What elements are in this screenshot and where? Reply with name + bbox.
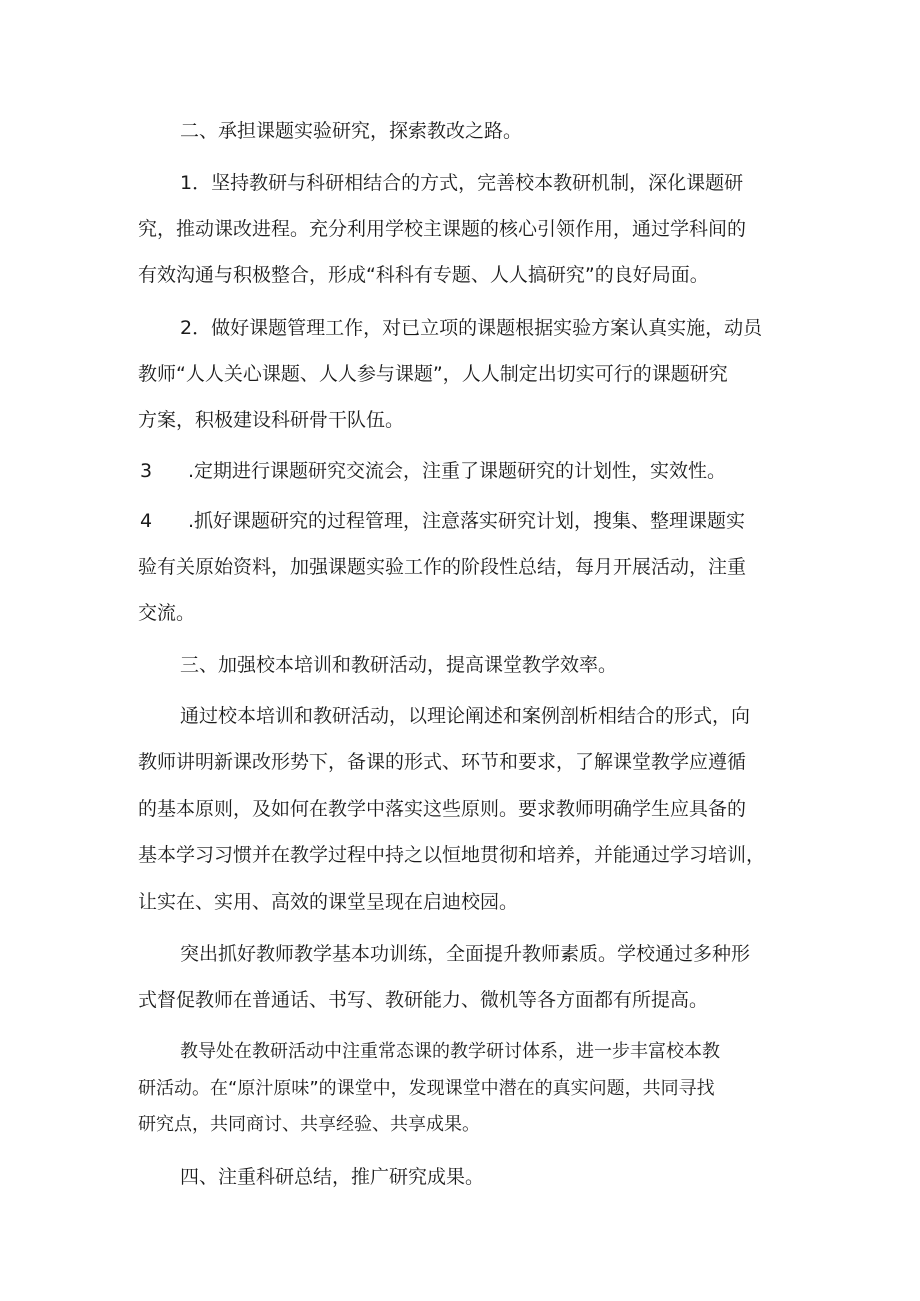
text-line: 式督促教师在普通话、书写、教研能力、微机等各方面都有所提高。 xyxy=(138,989,709,1011)
list-number: 4 xyxy=(140,510,153,532)
text-line: 突出抓好教师教学基本功训练，全面提升教师素质。学校通过多种形 xyxy=(180,943,751,965)
text-line: 4 .抓好课题研究的过程管理，注意落实研究计划，搜集、整理课题实 xyxy=(0,506,920,536)
text-line: 让实在、实用、高效的课堂呈现在启迪校园。 xyxy=(138,891,519,913)
text-line: 教师讲明新课改形势下，备课的形式、环节和要求，了解课堂教学应遵循 xyxy=(138,751,747,773)
text-line: 教师“人人关心课题、人人参与课题”，人人制定出切实可行的课题研究 xyxy=(138,363,728,385)
text-line: 验有关原始资料，加强课题实验工作的阶段性总结，每月开展活动，注重 xyxy=(138,556,747,578)
text-line: 究，推动课改进程。充分利用学校主课题的核心引领作用，通过学科间的 xyxy=(138,218,747,240)
text-line: 通过校本培训和教研活动，以理论阐述和案例剖析相结合的形式，向 xyxy=(180,705,751,727)
text-line: 2．做好课题管理工作，对已立项的课题根据实验方案认真实施，动员 xyxy=(180,317,763,339)
section-heading-4: 四、注重科研总结，推广研究成果。 xyxy=(180,1166,485,1188)
text-line: 研究点，共同商讨、共享经验、共享成果。 xyxy=(138,1114,480,1135)
text-line: 交流。 xyxy=(138,602,196,624)
text-line: 有效沟通与积极整合，形成“科科有专题、人人搞研究”的良好局面。 xyxy=(138,264,709,286)
list-number: 3 xyxy=(140,460,153,482)
text-line: 教导处在教研活动中注重常态课的教学研讨体系，进一步丰富校本教 xyxy=(180,1041,720,1062)
section-heading-2: 二、承担课题实验研究，探索教改之路。 xyxy=(180,120,523,142)
text-line: 1．坚持教研与科研相结合的方式，完善校本教研机制，深化课题研 xyxy=(180,172,744,194)
text-line: 方案，积极建设科研骨干队伍。 xyxy=(138,409,405,431)
text-line: 的基本原则，及如何在教学中落实这些原则。要求教师明确学生应具备的 xyxy=(138,798,747,820)
text-line: 基本学习习惯并在教学过程中持之以恒地贯彻和培养，并能通过学习培训， xyxy=(138,844,766,866)
text-line: 研活动。在“原汁原味”的课堂中，发现课堂中潜在的真实问题，共同寻找 xyxy=(138,1078,715,1099)
section-heading-3: 三、加强校本培训和教研活动，提高课堂教学效率。 xyxy=(180,654,618,676)
text-line: 3 .定期进行课题研究交流会，注重了课题研究的计划性，实效性。 xyxy=(0,456,920,486)
